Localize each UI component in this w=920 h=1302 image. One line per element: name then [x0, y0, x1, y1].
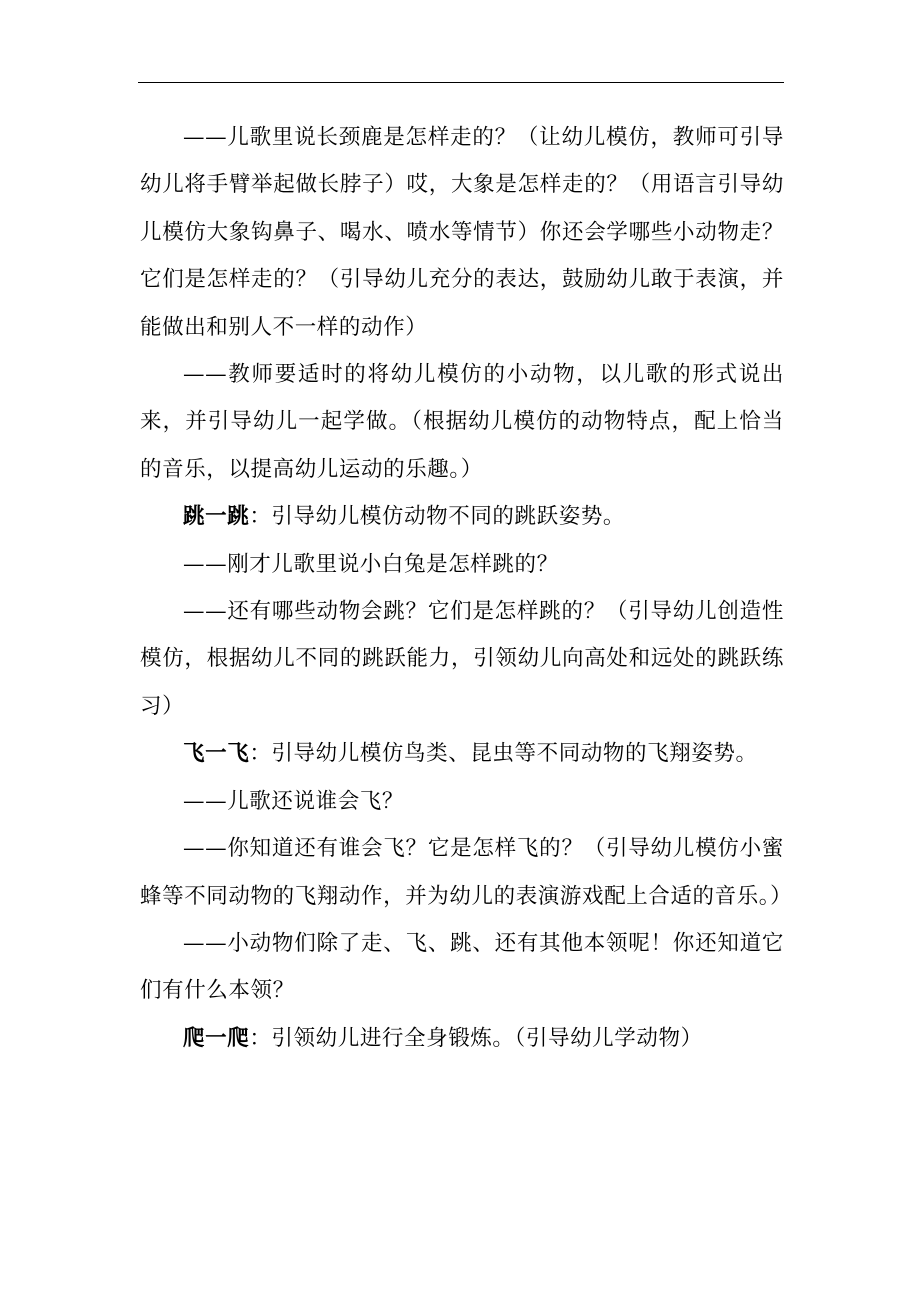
paragraph — [140, 588, 784, 730]
paragraph-text: ——儿歌里说长颈鹿是怎样走的？（让幼儿模仿，教师可引导幼儿将手臂举起做长脖子）哎，大象是怎样走的？（用语言引导幼儿模仿大象钩鼻子、喝水、喷水等情节）你还会学哪些小动物走？它们是怎样走的？（引导幼儿充分的表达，鼓励幼儿敢于表演，并能做出和别人不一样的动作） — [140, 125, 784, 340]
paragraph-text: ：引领幼儿进行全身锻炼。（引导幼儿学动物） — [249, 1025, 703, 1051]
paragraph-text: ——你知道还有谁会飞？它是怎样飞的？（引导幼儿模仿小蜜蜂等不同动物的飞翔动作，并为幼儿的表演游戏配上合适的音乐。） — [140, 836, 793, 909]
paragraph — [140, 730, 784, 777]
paragraph-text: ：引导幼儿模仿动物不同的跳跃姿势。 — [249, 504, 626, 530]
paragraph — [140, 920, 784, 1015]
paragraph-text: ——还有哪些动物会跳？它们是怎样跳的？（引导幼儿创造性模仿，根据幼儿不同的跳跃能力，引领幼儿向高处和远处的跳跃练习） — [140, 599, 784, 719]
section-heading: 跳一跳 — [183, 504, 250, 530]
paragraph — [140, 351, 784, 493]
paragraph-text: ——刚才儿歌里说小白兔是怎样跳的？ — [183, 551, 559, 577]
paragraph — [140, 114, 784, 351]
section-heading: 飞一飞 — [183, 741, 250, 767]
paragraph — [140, 825, 793, 920]
document-body — [140, 114, 793, 1062]
paragraph-text: ——小动物们除了走、飞、跳、还有其他本领呢！你还知道它们有什么本领？ — [140, 930, 784, 1004]
paragraph — [140, 1015, 784, 1062]
paragraph — [140, 778, 784, 825]
section-heading: 爬一爬 — [183, 1025, 250, 1051]
paragraph — [140, 493, 784, 540]
header-rule — [138, 82, 784, 83]
paragraph-text: ：引导幼儿模仿鸟类、昆虫等不同动物的飞翔姿势。 — [249, 741, 758, 767]
paragraph-text: ——儿歌还说谁会飞？ — [183, 788, 405, 814]
paragraph-text: ——教师要适时的将幼儿模仿的小动物，以儿歌的形式说出来，并引导幼儿一起学做。（根据幼儿模仿的动物特点，配上恰当的音乐，以提高幼儿运动的乐趣。） — [140, 362, 784, 482]
paragraph — [140, 541, 784, 588]
